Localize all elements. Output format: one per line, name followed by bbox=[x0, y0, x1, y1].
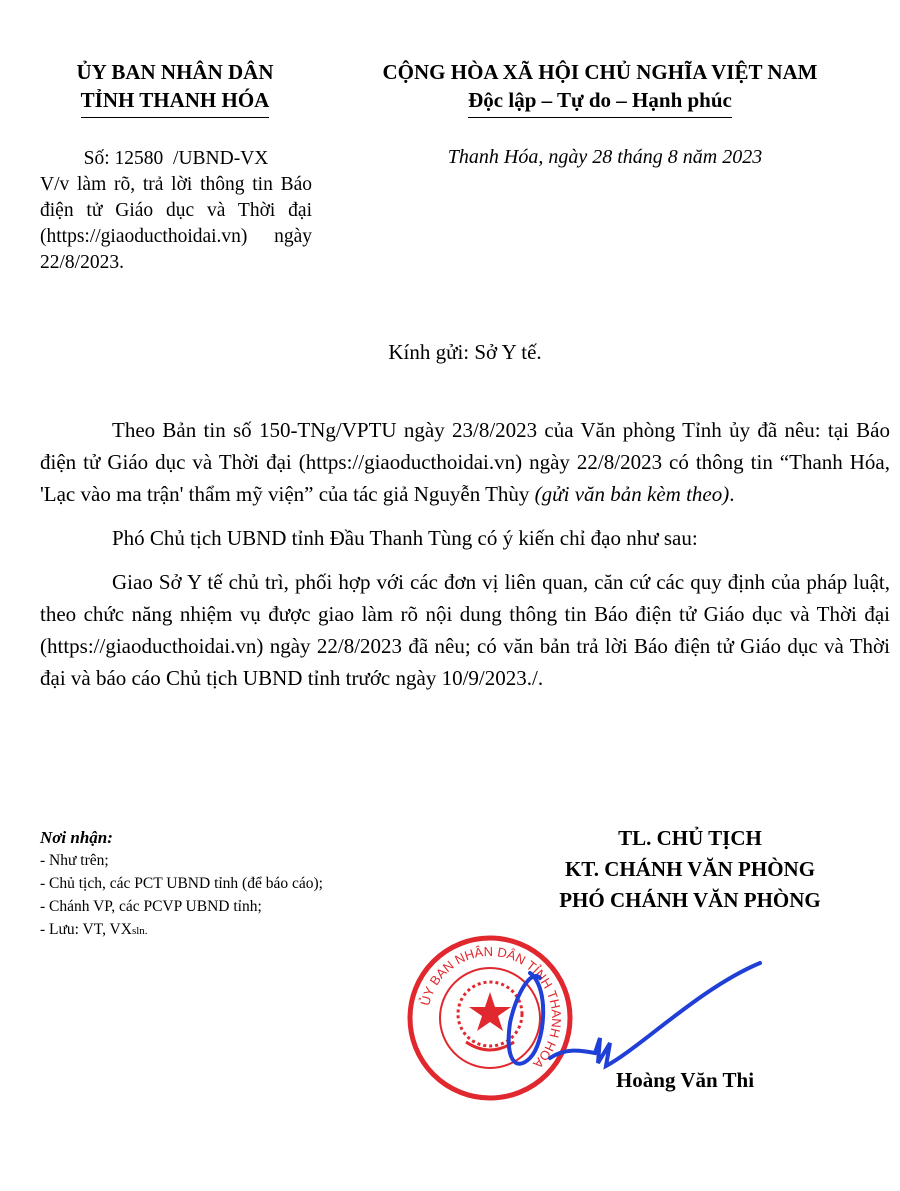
recipient-item: - Chánh VP, các PCVP UBND tỉnh; bbox=[40, 898, 262, 915]
authority-line2: TỈNH THANH HÓA bbox=[81, 86, 270, 118]
issuing-authority bbox=[40, 58, 310, 118]
signature-line3: PHÓ CHÁNH VĂN PHÒNG bbox=[559, 888, 821, 912]
national-motto bbox=[320, 58, 880, 118]
addressee: Kính gửi: Sở Y tế. bbox=[388, 340, 542, 364]
signature-line2: KT. CHÁNH VĂN PHÒNG bbox=[564, 857, 816, 881]
document-number: Số: 12580 /UBND-VX bbox=[83, 148, 269, 169]
signer-name: Hoàng Văn Thi bbox=[615, 1068, 755, 1092]
paragraph-1 bbox=[40, 414, 890, 510]
document-subject: V/v làm rõ, trả lời thông tin Báo điện tử Giáo dục và Thời đại (https://giaoducthoidai.vn) ngày 22/8/2023. bbox=[40, 174, 312, 273]
place-date: Thanh Hóa, ngày 28 tháng 8 năm 2023 bbox=[447, 146, 763, 168]
country-name: CỘNG HÒA XÃ HỘI CHỦ NGHĨA VIỆT NAM bbox=[382, 60, 818, 84]
signature-block bbox=[520, 823, 860, 916]
seal-lettering: ỦY BAN NHÂN DÂN TỈNH THANH HÓA bbox=[417, 943, 565, 1072]
recipients-title: Nơi nhận: bbox=[40, 828, 113, 847]
paragraph-1-text: Theo Bản tin số 150-TNg/VPTU ngày 23/8/2023 của Văn phòng Tỉnh ủy đã nêu: tại Báo điện tử Giáo dục và Thời đại (https://giaoducthoidai.vn) ngày 22/8/2023 có thông tin “Thanh Hóa, 'Lạc vào ma trận' thẩm mỹ viện” của tác giả Nguyễn Thùy bbox=[40, 418, 890, 506]
recipient-suffix: sln. bbox=[131, 925, 148, 937]
attachment-note: (gửi văn bản kèm theo) bbox=[534, 482, 730, 506]
recipient-item-text: - Lưu: VT, VX bbox=[40, 921, 132, 938]
document-body bbox=[40, 414, 890, 706]
authority-line1: ỦY BAN NHÂN DÂN bbox=[76, 60, 274, 84]
paragraph-1-end: . bbox=[729, 482, 735, 506]
paragraph-3: Giao Sở Y tế chủ trì, phối hợp với các đơn vị liên quan, căn cứ các quy định của pháp luật, theo chức năng nhiệm vụ được giao làm rõ nội dung thông tin Báo điện tử Giáo dục và Thời đại (https://giaoducthoidai.vn) ngày 22/8/2023 đã nêu; có văn bản trả lời Báo điện tử Giáo dục và Thời đại và báo cáo Chủ tịch UBND tỉnh trước ngày 10/9/2023./. bbox=[40, 570, 890, 690]
recipients-list bbox=[40, 826, 460, 943]
seal bbox=[410, 938, 570, 1098]
signature-line1: TL. CHỦ TỊCH bbox=[618, 826, 762, 850]
motto: Độc lập – Tự do – Hạnh phúc bbox=[468, 86, 732, 118]
paragraph-2: Phó Chủ tịch UBND tỉnh Đầu Thanh Tùng có ý kiến chỉ đạo như sau: bbox=[112, 526, 698, 550]
recipient-item: - Như trên; bbox=[40, 852, 109, 869]
recipient-item bbox=[40, 918, 460, 943]
recipient-item: - Chủ tịch, các PCT UBND tỉnh (để báo cáo); bbox=[40, 875, 323, 892]
document-reference bbox=[40, 146, 312, 276]
